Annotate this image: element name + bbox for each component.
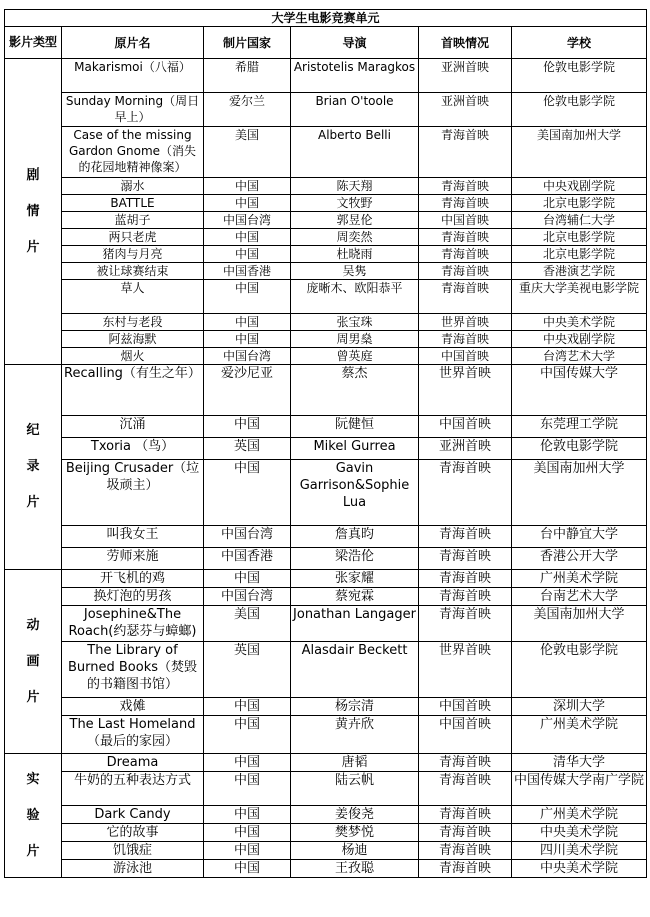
film-premiere: 青海首映 (419, 280, 512, 314)
film-type-cell (5, 754, 62, 878)
film-premiere: 青海首映 (419, 588, 512, 606)
film-director: 蔡宛霖 (291, 588, 419, 606)
table-row (5, 331, 647, 348)
table-row (5, 59, 647, 93)
film-type-char: 纪 (26, 423, 40, 438)
film-premiere: 青海首映 (419, 842, 512, 860)
film-title: Makarismoi（八福） (62, 59, 204, 93)
table-row (5, 314, 647, 331)
film-director: 陈天翔 (291, 178, 419, 195)
film-premiere: 世界首映 (419, 642, 512, 698)
table-row (5, 588, 647, 606)
film-title: 烟火 (62, 348, 204, 365)
film-premiere: 青海首映 (419, 246, 512, 263)
film-school: 中央美术学院 (512, 314, 647, 331)
table-row (5, 570, 647, 588)
title-row (5, 10, 647, 27)
film-type-char: 情 (26, 203, 40, 219)
film-premiere: 世界首映 (419, 365, 512, 416)
film-country: 中国香港 (204, 263, 291, 280)
film-school: 台南艺术大学 (512, 588, 647, 606)
table-row (5, 348, 647, 365)
film-country: 英国 (204, 642, 291, 698)
film-title: 换灯泡的男孩 (62, 588, 204, 606)
film-country: 美国 (204, 606, 291, 642)
film-school: 广州美术学院 (512, 716, 647, 754)
film-school: 深圳大学 (512, 698, 647, 716)
table-row (5, 416, 647, 438)
film-premiere: 青海首映 (419, 195, 512, 212)
film-title: 猪肉与月亮 (62, 246, 204, 263)
film-country: 中国 (204, 195, 291, 212)
film-school: 台湾艺术大学 (512, 348, 647, 365)
film-school: 中央美术学院 (512, 860, 647, 878)
film-director: 阮健恒 (291, 416, 419, 438)
film-school: 美国南加州大学 (512, 127, 647, 178)
header-premiere: 首映情况 (419, 27, 512, 59)
film-country: 爱沙尼亚 (204, 365, 291, 416)
film-type-char: 动 (26, 617, 40, 633)
film-school: 广州美术学院 (512, 570, 647, 588)
film-country: 英国 (204, 438, 291, 460)
film-title: 溺水 (62, 178, 204, 195)
film-director: 姜俊尧 (291, 806, 419, 824)
film-school: 香港演艺学院 (512, 263, 647, 280)
film-country: 中国 (204, 842, 291, 860)
table-body (5, 59, 647, 878)
table-row (5, 365, 647, 416)
film-school: 伦敦电影学院 (512, 93, 647, 127)
film-country: 中国 (204, 280, 291, 314)
film-country: 中国 (204, 416, 291, 438)
film-premiere: 中国首映 (419, 416, 512, 438)
film-school: 东莞理工学院 (512, 416, 647, 438)
table-row (5, 438, 647, 460)
header-director: 导演 (291, 27, 419, 59)
film-premiere: 青海首映 (419, 824, 512, 842)
table-row (5, 716, 647, 754)
film-director: 唐韬 (291, 754, 419, 772)
table-row (5, 263, 647, 280)
film-school: 广州美术学院 (512, 806, 647, 824)
film-type-cell (5, 570, 62, 754)
film-director: 陆云帆 (291, 772, 419, 806)
table-row (5, 280, 647, 314)
film-director: 樊梦悦 (291, 824, 419, 842)
film-type-char: 剧 (26, 167, 40, 183)
film-type-char: 片 (26, 495, 40, 510)
film-title: Txoria （鸟） (62, 438, 204, 460)
film-premiere: 青海首映 (419, 606, 512, 642)
film-type-char: 录 (26, 459, 40, 474)
table-row (5, 229, 647, 246)
film-premiere: 青海首映 (419, 526, 512, 548)
film-director: 杜晓雨 (291, 246, 419, 263)
film-title: 劳师来施 (62, 548, 204, 570)
film-school: 北京电影学院 (512, 195, 647, 212)
film-title: Dreama (62, 754, 204, 772)
film-country: 中国台湾 (204, 588, 291, 606)
table-row (5, 754, 647, 772)
film-premiere: 中国首映 (419, 212, 512, 229)
film-school: 台湾辅仁大学 (512, 212, 647, 229)
film-director: 梁浩伦 (291, 548, 419, 570)
film-premiere: 青海首映 (419, 178, 512, 195)
film-title: 蓝胡子 (62, 212, 204, 229)
film-school: 四川美术学院 (512, 842, 647, 860)
film-school: 中央戏剧学院 (512, 178, 647, 195)
film-title: The Library of Burned Books（焚毁的书籍图书馆） (62, 642, 204, 698)
film-country: 中国 (204, 716, 291, 754)
film-premiere: 青海首映 (419, 229, 512, 246)
film-school: 北京电影学院 (512, 246, 647, 263)
header-country: 制片国家 (204, 27, 291, 59)
film-country: 中国 (204, 229, 291, 246)
film-director: Alberto Belli (291, 127, 419, 178)
table-row (5, 526, 647, 548)
film-country: 中国香港 (204, 548, 291, 570)
film-title: 叫我女王 (62, 526, 204, 548)
film-school: 中央戏剧学院 (512, 331, 647, 348)
film-premiere: 亚洲首映 (419, 438, 512, 460)
film-title: BATTLE (62, 195, 204, 212)
header-row (5, 27, 647, 59)
film-premiere: 青海首映 (419, 127, 512, 178)
film-title: 东村与老段 (62, 314, 204, 331)
film-school: 美国南加州大学 (512, 460, 647, 526)
film-director: Mikel Gurrea (291, 438, 419, 460)
film-type-cell (5, 59, 62, 365)
film-country: 中国 (204, 178, 291, 195)
film-director: 庞晰木、欧阳恭平 (291, 280, 419, 314)
film-title: 开飞机的鸡 (62, 570, 204, 588)
film-premiere: 世界首映 (419, 314, 512, 331)
film-premiere: 亚洲首映 (419, 59, 512, 93)
film-premiere: 青海首映 (419, 460, 512, 526)
film-school: 中国传媒大学 (512, 365, 647, 416)
film-director: 周男燊 (291, 331, 419, 348)
film-premiere: 青海首映 (419, 772, 512, 806)
film-type-char: 片 (26, 689, 40, 705)
film-title: Recalling（有生之年） (62, 365, 204, 416)
film-country: 中国 (204, 331, 291, 348)
film-country: 中国 (204, 698, 291, 716)
film-premiere: 亚洲首映 (419, 93, 512, 127)
film-title: 草人 (62, 280, 204, 314)
film-school: 香港公开大学 (512, 548, 647, 570)
film-director: 郭昱伦 (291, 212, 419, 229)
table-row (5, 195, 647, 212)
document-page (4, 9, 646, 878)
film-director: Aristotelis Maragkos (291, 59, 419, 93)
film-title: 两只老虎 (62, 229, 204, 246)
table-row (5, 93, 647, 127)
film-title: 游泳池 (62, 860, 204, 878)
film-country: 中国 (204, 824, 291, 842)
film-premiere: 青海首映 (419, 263, 512, 280)
table-row (5, 127, 647, 178)
film-country: 中国 (204, 860, 291, 878)
film-title: 它的故事 (62, 824, 204, 842)
film-title: Sunday Morning（周日早上） (62, 93, 204, 127)
film-director: 杨宗清 (291, 698, 419, 716)
film-school: 伦敦电影学院 (512, 59, 647, 93)
film-premiere: 中国首映 (419, 716, 512, 754)
film-country: 中国 (204, 754, 291, 772)
film-director: 王孜聪 (291, 860, 419, 878)
film-type-char: 验 (26, 807, 40, 823)
film-premiere: 青海首映 (419, 570, 512, 588)
film-school: 中国传媒大学南广学院 (512, 772, 647, 806)
film-premiere: 青海首映 (419, 860, 512, 878)
film-title: 戏傩 (62, 698, 204, 716)
table-row (5, 642, 647, 698)
film-director: Brian O'toole (291, 93, 419, 127)
header-title: 原片名 (62, 27, 204, 59)
film-type-char: 实 (26, 771, 40, 787)
film-director: 吴隽 (291, 263, 419, 280)
film-table (4, 9, 647, 878)
film-premiere: 中国首映 (419, 698, 512, 716)
header-type: 影片类型 (5, 27, 62, 59)
table-row (5, 548, 647, 570)
film-director: 文牧野 (291, 195, 419, 212)
film-title: 沉涌 (62, 416, 204, 438)
table-row (5, 772, 647, 806)
film-country: 中国 (204, 314, 291, 331)
film-director: 张家耀 (291, 570, 419, 588)
film-school: 伦敦电影学院 (512, 642, 647, 698)
table-row (5, 698, 647, 716)
table-row (5, 824, 647, 842)
film-school: 重庆大学美视电影学院 (512, 280, 647, 314)
film-title: Beijing Crusader（垃圾顽主） (62, 460, 204, 526)
film-premiere: 青海首映 (419, 331, 512, 348)
film-country: 爱尔兰 (204, 93, 291, 127)
film-title: Josephine&The Roach(约瑟芬与蟑螂) (62, 606, 204, 642)
film-school: 中央美术学院 (512, 824, 647, 842)
film-type-char: 片 (26, 239, 40, 255)
film-premiere: 中国首映 (419, 348, 512, 365)
film-country: 美国 (204, 127, 291, 178)
film-premiere: 青海首映 (419, 754, 512, 772)
film-country: 希腊 (204, 59, 291, 93)
film-type-cell (5, 365, 62, 570)
table-title: 大学生电影竞赛单元 (5, 10, 647, 27)
film-title: 饥饿症 (62, 842, 204, 860)
film-premiere: 青海首映 (419, 548, 512, 570)
table-row (5, 246, 647, 263)
film-country: 中国台湾 (204, 526, 291, 548)
film-director: Gavin Garrison&Sophie Lua (291, 460, 419, 526)
film-country: 中国 (204, 460, 291, 526)
film-type-char: 画 (26, 653, 40, 669)
header-school: 学校 (512, 27, 647, 59)
table-row (5, 178, 647, 195)
film-country: 中国 (204, 246, 291, 263)
film-school: 清华大学 (512, 754, 647, 772)
film-school: 美国南加州大学 (512, 606, 647, 642)
film-director: 曾英庭 (291, 348, 419, 365)
table-row (5, 606, 647, 642)
film-school: 伦敦电影学院 (512, 438, 647, 460)
table-row (5, 806, 647, 824)
film-director: 杨迪 (291, 842, 419, 860)
film-country: 中国 (204, 570, 291, 588)
film-school: 北京电影学院 (512, 229, 647, 246)
film-country: 中国 (204, 806, 291, 824)
film-director: 蔡杰 (291, 365, 419, 416)
film-title: 阿兹海默 (62, 331, 204, 348)
table-row (5, 212, 647, 229)
film-title: Case of the missing Gardon Gnome（消失的花园地精神像案） (62, 127, 204, 178)
table-row (5, 860, 647, 878)
film-director: Jonathan Langager (291, 606, 419, 642)
film-director: 黄卉欣 (291, 716, 419, 754)
film-school: 台中静宜大学 (512, 526, 647, 548)
table-row (5, 460, 647, 526)
film-type-char: 片 (26, 843, 40, 859)
film-director: 张宝珠 (291, 314, 419, 331)
film-country: 中国 (204, 772, 291, 806)
table-row (5, 842, 647, 860)
film-country: 中国台湾 (204, 348, 291, 365)
film-director: Alasdair Beckett (291, 642, 419, 698)
film-director: 詹真昀 (291, 526, 419, 548)
film-director: 周奕然 (291, 229, 419, 246)
film-title: 被让球赛结束 (62, 263, 204, 280)
film-country: 中国台湾 (204, 212, 291, 229)
film-title: The Last Homeland（最后的家园） (62, 716, 204, 754)
film-title: Dark Candy (62, 806, 204, 824)
film-title: 牛奶的五种表达方式 (62, 772, 204, 806)
film-premiere: 青海首映 (419, 806, 512, 824)
